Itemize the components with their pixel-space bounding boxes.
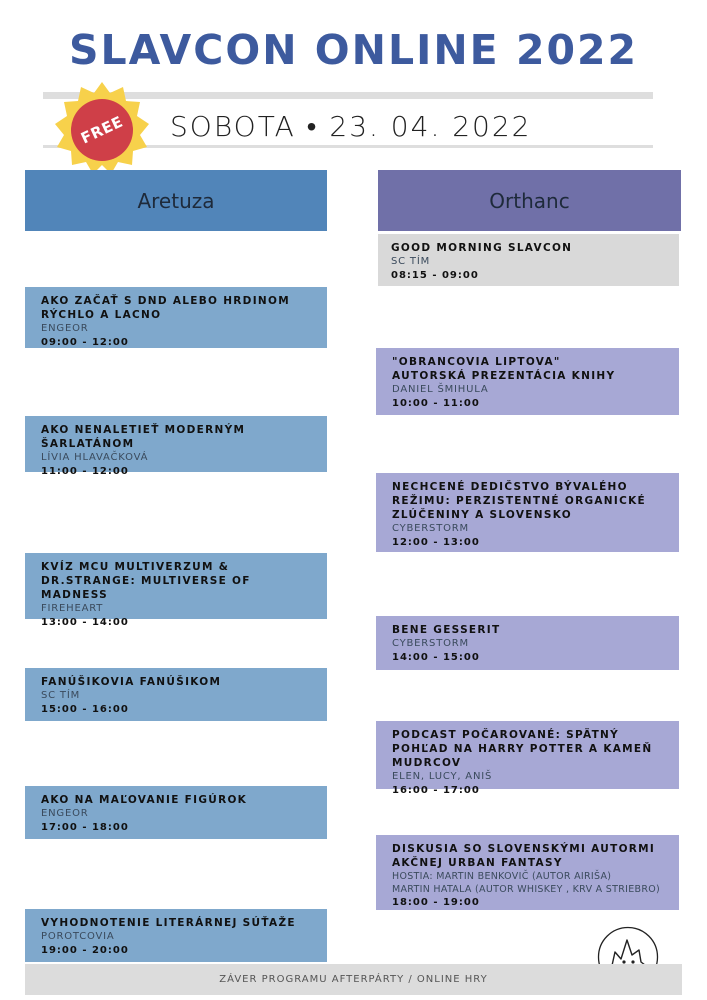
- event-speaker: POROTCOVIA: [41, 931, 115, 942]
- event-time: 19:00 - 20:00: [41, 945, 129, 956]
- event-time: 12:00 - 13:00: [392, 537, 480, 548]
- event-title: FANÚŠIKOVIA FANÚŠIKOM: [41, 676, 222, 688]
- event-guest-2: MARTIN HATALA (AUTOR WHISKEY , KRV A STRIEBRO): [392, 884, 661, 895]
- page-title: SLAVCON ONLINE 2022: [68, 26, 639, 74]
- event-speaker: SC TÍM: [41, 690, 80, 701]
- event-time: 16:00 - 17:00: [392, 785, 480, 796]
- event-title: GOOD MORNING SLAVCON: [391, 242, 573, 254]
- event-title: AKO NENALETIEŤ MODERNÝM ŠARLATÁNOM: [41, 424, 246, 450]
- event-speaker: DANIEL ŠMIHULA: [392, 384, 489, 395]
- event-time: 13:00 - 14:00: [41, 617, 129, 628]
- aretuza-event-1: [25, 287, 327, 348]
- event-time: 15:00 - 16:00: [41, 704, 129, 715]
- event-title: DISKUSIA SO SLOVENSKÝMI AUTORMI AKČNEJ URBAN FANTASY: [392, 843, 656, 869]
- event-time: 17:00 - 18:00: [41, 822, 129, 833]
- aretuza-event-3: [25, 553, 327, 628]
- event-time: 08:15 - 09:00: [391, 270, 479, 281]
- event-title-line-1: "OBRANCOVIA LIPTOVA": [392, 356, 561, 368]
- event-title-line-2: AUTORSKÁ PREZENTÁCIA KNIHY: [392, 370, 616, 382]
- event-date: SOBOTA • 23. 04. 2022: [170, 110, 532, 143]
- column-header-aretuza: Aretuza: [25, 170, 327, 231]
- aretuza-event-5: [25, 786, 327, 839]
- event-speaker: ENGEOR: [41, 323, 89, 334]
- event-speaker: ELEN, LUCY, ANIŠ: [392, 771, 493, 782]
- event-speaker: CYBERSTORM: [392, 523, 469, 534]
- aretuza-event-2: [25, 416, 327, 477]
- event-time: 09:00 - 12:00: [41, 337, 129, 348]
- event-speaker: ENGEOR: [41, 808, 89, 819]
- event-speaker: CYBERSTORM: [392, 638, 469, 649]
- event-title: VYHODNOTENIE LITERÁRNEJ SÚŤAŽE: [41, 917, 296, 929]
- event-time: 10:00 - 11:00: [392, 398, 480, 409]
- orthanc-event-4: [376, 616, 679, 670]
- orthanc-event-5: [376, 721, 679, 796]
- event-title: KVÍZ MCU MULTIVERZUM & DR.STRANGE: MULTIVERSE OF MADNESS: [41, 561, 251, 601]
- event-title: AKO ZAČAŤ S DND ALEBO HRDINOM RÝCHLO A LACNO: [41, 295, 290, 321]
- aretuza-event-4: [25, 668, 327, 721]
- aretuza-event-6: [25, 909, 327, 962]
- free-badge-label: FREE: [78, 112, 126, 148]
- orthanc-event-2: [376, 348, 679, 415]
- event-speaker: LÍVIA HLAVAČKOVÁ: [41, 452, 149, 463]
- event-title: PODCAST POČAROVANÉ: SPÄTNÝ POHĽAD NA HARRY POTTER A KAMEŇ MUDRCOV: [392, 729, 653, 769]
- program-footer: ZÁVER PROGRAMU AFTERPÁRTY / ONLINE HRY: [25, 964, 682, 995]
- orthanc-event-6: [376, 835, 679, 910]
- event-title: BENE GESSERIT: [392, 624, 501, 636]
- event-speaker: FIREHEART: [41, 603, 104, 614]
- event-time: 14:00 - 15:00: [392, 652, 480, 663]
- event-time: 11:00 - 12:00: [41, 466, 129, 477]
- event-title: NECHCENÉ DEDIČSTVO BÝVALÉHO REŽIMU: PERZISTENTNÉ ORGANICKÉ ZLÚČENINY A SLOVENSKO: [392, 481, 647, 521]
- event-time: 18:00 - 19:00: [392, 897, 480, 908]
- orthanc-event-3: [376, 473, 679, 552]
- event-guest-1: HOSTIA: MARTIN BENKOVIČ (AUTOR AIRIŠA): [392, 871, 612, 882]
- orthanc-event-1: [378, 234, 679, 286]
- event-speaker: SC TÍM: [391, 256, 430, 267]
- column-header-orthanc: Orthanc: [378, 170, 681, 231]
- event-title: AKO NA MAĽOVANIE FIGÚROK: [41, 794, 248, 806]
